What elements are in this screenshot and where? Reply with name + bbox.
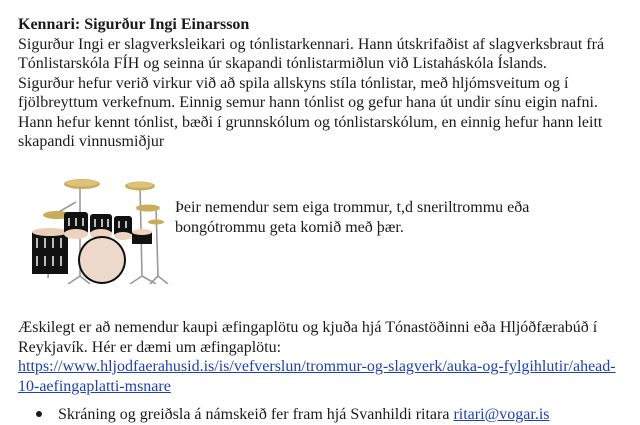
teacher-heading: Kennari: Sigurður Ingi Einarsson — [18, 16, 250, 33]
teacher-section — [18, 15, 628, 152]
practice-pad-link[interactable]: https://www.hljodfaerahusid.is/is/vefverslun/trommur-og-slagverk/auka-og-fylgihlutir/ahead- — [18, 358, 616, 375]
drum-caption — [175, 198, 529, 237]
practice-pad-link-continued[interactable]: 10-aefingaplatti-msnare — [18, 377, 171, 395]
practice-line: Æskilegt er að nemendur kaupi æfingaplötu og kjuða hjá Tónastöðinni eða Hljóðfærabúð í — [18, 319, 598, 336]
drum-caption-line: Þeir nemendur sem eiga trommur, t,d sneriltrommu eða — [175, 199, 530, 216]
bio-line: Hann hefur kennt tónlist, bæði í grunnskólum og tónlistarskólum, en einnig hefur hann leitt — [18, 113, 603, 131]
registration-text: Skráning og greiðsla á námskeið fer fram hjá Svanhildi ritara — [58, 406, 454, 423]
practice-section — [18, 318, 616, 396]
bio-line: skapandi vinnusmiðjur — [18, 133, 165, 150]
bullet-icon — [36, 411, 42, 417]
drum-caption-line: bongótrommu geta komið með þær. — [175, 218, 404, 236]
practice-line: Reykjavík. Hér er dæmi um æfingaplötu: — [18, 338, 282, 356]
bio-line: fjölbreyttum verkefnum. Einnig semur hann tónlist og gefur hana út undir sínu eigin nafni. — [18, 94, 598, 111]
bio-line: Sigurður Ingi er slagverksleikari og tónlistarkennari. Hann útskrifaðist af slagverksbraut frá — [18, 35, 605, 53]
drum-kit-image — [30, 172, 170, 284]
bio-line: Tónlistarskóla FÍH og seinna úr skapandi tónlistarmiðlun við Listaháskóla Íslands. — [18, 55, 547, 72]
bio-line: Sigurður hefur verið virkur við að spila allskyns stíla tónlistar, með hljómsveitum og í — [18, 74, 569, 92]
secretary-email-link[interactable]: ritari@vogar.is — [453, 406, 550, 423]
registration-bullet — [36, 405, 549, 425]
